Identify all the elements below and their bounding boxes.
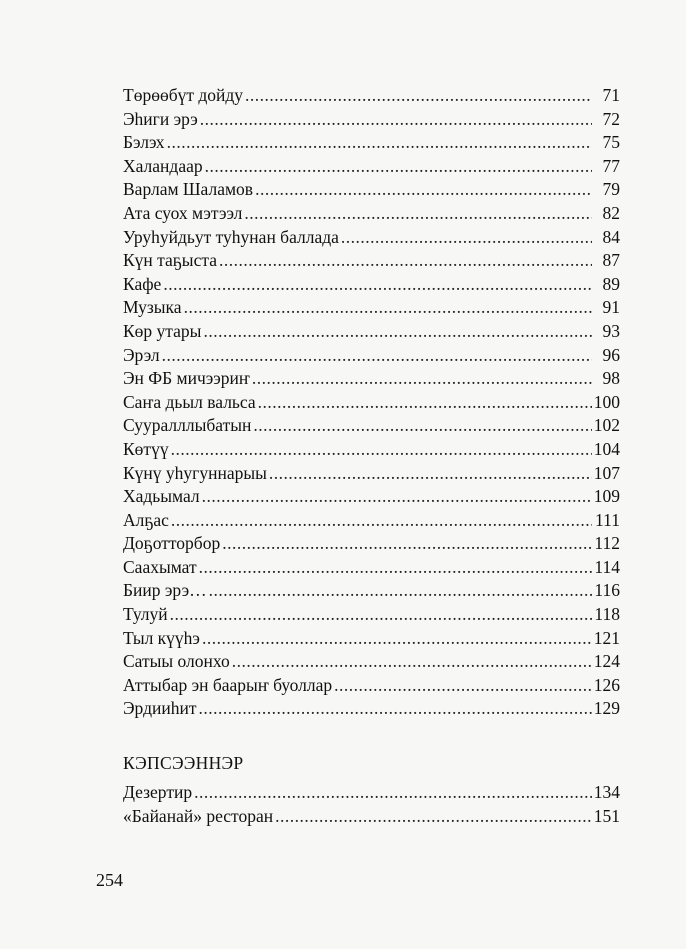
toc-entry-title: Дезертир — [123, 782, 193, 802]
toc-entry-title: Алҕас — [123, 509, 169, 530]
toc-entry-page: 121 — [593, 627, 620, 648]
toc-leader-dots — [209, 579, 592, 603]
toc-leader-dots — [171, 438, 592, 462]
toc-leader-dots — [198, 697, 591, 721]
toc-entry-page: 98 — [602, 368, 620, 389]
toc-entry-page: 71 — [602, 85, 620, 105]
toc-entry-title: Эн ФБ мичээриҥ — [123, 368, 250, 389]
toc-entry-title: Күнү уһугуннарыы — [123, 462, 267, 483]
toc-leader-dots — [167, 131, 592, 155]
toc-entry-page: 118 — [594, 604, 620, 625]
toc-entry-title: Тулуй — [123, 604, 168, 625]
toc-leader-dots — [258, 391, 592, 415]
toc-entry-title: Эрдииһит — [123, 698, 197, 719]
toc-entry-title: Тыл күүһэ — [123, 627, 200, 648]
toc-entry — [123, 556, 620, 580]
toc-entry-page: 93 — [602, 320, 620, 341]
toc-entry — [123, 627, 620, 651]
toc-entry-title: Саахымат — [123, 556, 197, 577]
toc-leader-dots — [222, 532, 592, 556]
toc-entry — [123, 485, 620, 509]
toc-entry-page: 151 — [593, 805, 620, 826]
toc-entry — [123, 178, 620, 202]
toc-entry — [123, 805, 620, 829]
toc-leader-dots — [202, 485, 592, 509]
toc-entry-title: Уруһуйдьут туһунан баллада — [123, 226, 339, 247]
toc-entry-title: «Байанай» ресторан — [123, 805, 274, 826]
toc-entry-page: 96 — [602, 344, 620, 365]
toc-leader-dots — [253, 414, 591, 438]
section-contents — [123, 781, 620, 828]
toc-entry — [123, 650, 620, 674]
toc-entry-page: 126 — [593, 674, 620, 695]
toc-entry — [123, 344, 620, 368]
toc-leader-dots — [219, 249, 592, 273]
toc-entry — [123, 273, 620, 297]
toc-leader-dots — [200, 108, 592, 132]
toc-entry — [123, 674, 620, 698]
toc-entry-page: 102 — [593, 415, 620, 436]
toc-entry — [123, 697, 620, 721]
toc-leader-dots — [245, 84, 592, 108]
toc-entry-page: 112 — [594, 533, 620, 554]
toc-entry-page: 114 — [594, 556, 620, 577]
toc-entry-title: Көр утары — [123, 320, 202, 341]
toc-entry-title: Аттыбар эн баарыҥ буоллар — [123, 674, 333, 695]
toc-leader-dots — [341, 226, 592, 250]
toc-entry-page: 100 — [593, 391, 620, 412]
toc-leader-dots — [184, 296, 592, 320]
toc-entry-title: Сатыы олонхо — [123, 651, 230, 672]
toc-leader-dots — [163, 273, 592, 297]
toc-entry-title: Төрөөбүт дойду — [123, 85, 244, 105]
toc-entry-title: Халандаар — [123, 155, 203, 176]
toc-entry — [123, 108, 620, 132]
toc-entry — [123, 532, 620, 556]
toc-entry — [123, 462, 620, 486]
toc-entry-page: 91 — [602, 297, 620, 318]
toc-entry — [123, 603, 620, 627]
toc-entry-page: 75 — [602, 132, 620, 153]
toc-leader-dots — [252, 367, 592, 391]
toc-entry-title: Биир эрэ… — [123, 580, 207, 601]
toc-entry-title: Саҥа дьыл вальса — [123, 391, 256, 412]
toc-entry-page: 89 — [602, 273, 620, 294]
toc-leader-dots — [171, 509, 592, 533]
toc-leader-dots — [170, 603, 592, 627]
toc-leader-dots — [202, 627, 592, 651]
toc-entry-page: 82 — [602, 202, 620, 223]
toc-entry — [123, 367, 620, 391]
toc-entry-title: Бэлэх — [123, 132, 165, 153]
toc-leader-dots — [255, 178, 592, 202]
toc-entry-title: Хадьымал — [123, 486, 200, 507]
toc-entry-title: Көтүү — [123, 438, 169, 459]
toc-entry-page: 87 — [602, 250, 620, 271]
toc-leader-dots — [162, 344, 592, 368]
toc-entry-title: Сууралллыбатын — [123, 415, 252, 436]
toc-entry — [123, 202, 620, 226]
toc-entry-title: Кафе — [123, 273, 162, 294]
toc-entry-page: 116 — [594, 580, 620, 601]
toc-entry-title: Күн таҕыста — [123, 250, 217, 271]
toc-leader-dots — [269, 462, 592, 486]
toc-entry-page: 84 — [602, 226, 620, 247]
toc-leader-dots — [334, 674, 592, 698]
toc-entry — [123, 155, 620, 179]
toc-entry — [123, 391, 620, 415]
toc-entry-page: 72 — [602, 108, 620, 129]
toc-leader-dots — [205, 155, 592, 179]
toc-entry — [123, 509, 620, 533]
toc-entry-page: 111 — [595, 509, 620, 530]
page-number: 254 — [96, 870, 123, 890]
toc-entry — [123, 438, 620, 462]
toc-entry-title: Ата суох мэтээл — [123, 202, 243, 223]
toc-entry-title: Доҕотторбор — [123, 533, 221, 554]
toc-leader-dots — [199, 556, 592, 580]
toc-entry — [123, 296, 620, 320]
toc-entry-page: 124 — [593, 651, 620, 672]
toc-entry-page: 104 — [593, 438, 620, 459]
table-of-contents — [123, 84, 620, 721]
toc-entry-page: 77 — [602, 155, 620, 176]
toc-entry — [123, 249, 620, 273]
toc-entry — [123, 131, 620, 155]
toc-entry — [123, 781, 620, 805]
toc-entry-page: 109 — [593, 486, 620, 507]
toc-entry-page: 79 — [602, 179, 620, 200]
toc-entry-page: 129 — [593, 698, 620, 719]
toc-entry — [123, 84, 620, 108]
toc-entry-title: Варлам Шаламов — [123, 179, 254, 200]
toc-entry — [123, 320, 620, 344]
toc-leader-dots — [232, 650, 592, 674]
toc-leader-dots — [244, 202, 592, 226]
toc-leader-dots — [194, 781, 592, 805]
toc-entry-title: Эһиги эрэ — [123, 108, 198, 129]
toc-leader-dots — [203, 320, 592, 344]
toc-entry-title: Музыка — [123, 297, 182, 318]
toc-entry-page: 107 — [593, 462, 620, 483]
toc-entry-page: 134 — [593, 782, 620, 802]
toc-leader-dots — [275, 805, 592, 829]
section-heading: КЭПСЭЭННЭР — [123, 753, 244, 773]
toc-entry — [123, 414, 620, 438]
toc-entry — [123, 226, 620, 250]
toc-entry — [123, 579, 620, 603]
toc-entry-title: Эрэл — [123, 344, 160, 365]
